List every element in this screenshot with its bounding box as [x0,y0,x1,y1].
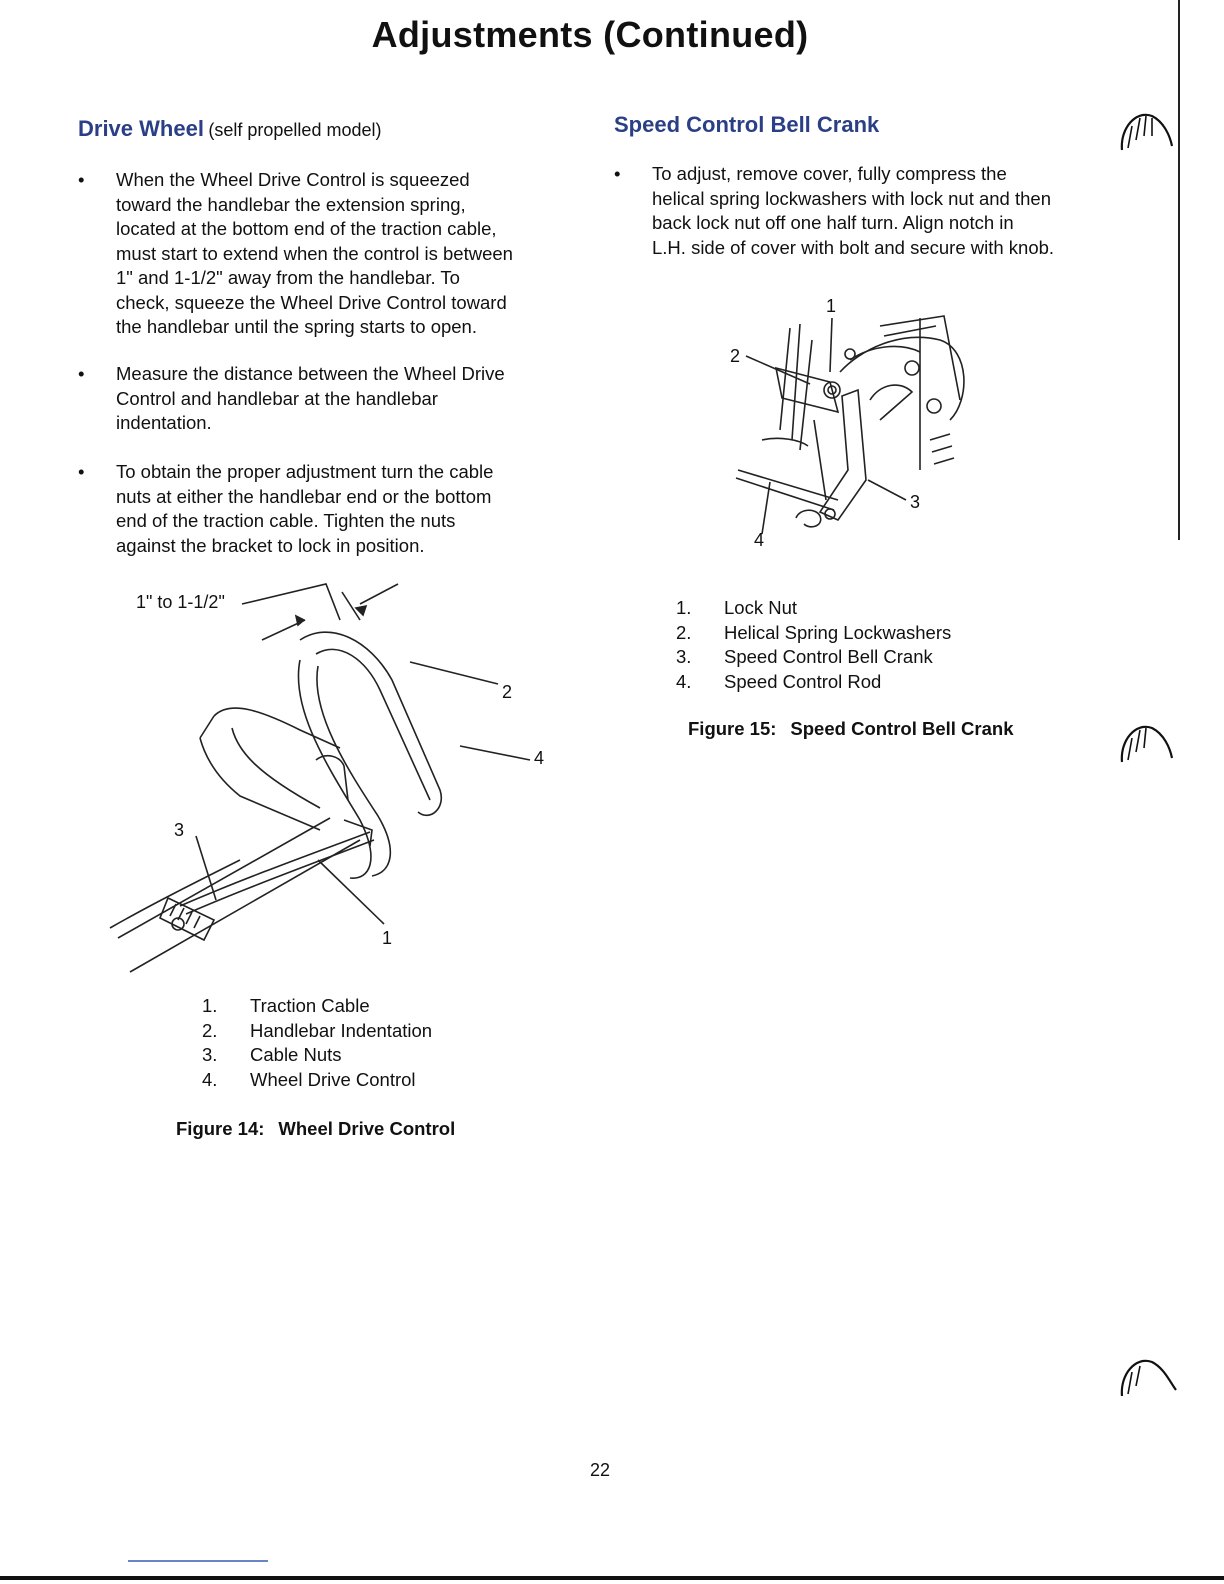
fig14-callout-2: 2 [502,682,513,702]
legend-text: Cable Nuts [250,1044,342,1065]
bullet-dot: • [614,163,621,184]
page-number: 22 [590,1460,611,1480]
measure-label: 1" to 1-1/2" [136,592,225,612]
bottom-stub-rule [128,1560,268,1562]
text-line: must start to extend when the control is between [116,242,513,264]
fig15-callout-2: 2 [730,346,741,366]
fig14-callout-1: 1 [382,928,393,948]
text-line: against the bracket to lock in position. [116,534,425,556]
caption-text: Speed Control Bell Crank [790,718,1014,739]
fig14-callout-3: 3 [174,820,185,840]
text-line: the handlebar until the spring starts to open. [116,316,477,337]
text-line: located at the bottom end of the traction cable, [116,218,497,239]
legend-num: 3. [676,646,692,667]
legend-num: 3. [202,1044,218,1065]
legend-text: Handlebar Indentation [250,1019,433,1041]
legend-num: 2. [202,1019,218,1041]
legend-text: Speed Control Bell Crank [724,646,933,667]
text-line: To adjust, remove cover, fully compress the [652,163,1007,184]
text-line: toward the handlebar the extension spring, [116,193,466,215]
legend-text: Speed Control Rod [724,670,882,692]
legend-num: 1. [202,995,218,1016]
page-edge-rule [1178,0,1180,540]
bottom-rule [0,1576,1224,1580]
text-line: 1" and 1-1/2" away from the handlebar. To [116,267,460,288]
text-line: Control and handlebar at the handlebar [116,387,438,409]
binder-hole-mark-icon [1122,1361,1176,1396]
caption-label: Figure 14: [176,1118,265,1139]
section-subheading: (self propelled model) [208,120,382,140]
legend-text: Wheel Drive Control [250,1068,416,1090]
text-line: end of the traction cable. Tighten the nuts [116,510,456,531]
legend-text: Traction Cable [250,995,370,1016]
text-line: Measure the distance between the Wheel Drive [116,363,505,384]
section-heading-drive-wheel: Drive Wheel [78,116,204,141]
text-line: When the Wheel Drive Control is squeezed [116,169,470,190]
legend-num: 4. [202,1068,218,1090]
fig14-callout-4: 4 [534,748,545,768]
text-line: check, squeeze the Wheel Drive Control toward [116,291,507,313]
fig15-callout-1: 1 [826,296,837,316]
legend-num: 4. [676,670,692,692]
text-line: helical spring lockwashers with lock nut and then [652,187,1051,209]
legend-text: Lock Nut [724,597,798,618]
text-line: indentation. [116,412,212,433]
page-title: Adjustments (Continued) [371,14,809,55]
fig15-callout-3: 3 [910,492,921,512]
legend-text: Helical Spring Lockwashers [724,621,952,643]
caption-text: Wheel Drive Control [278,1118,456,1139]
text-line: L.H. side of cover with bolt and secure with knob. [652,236,1055,258]
fig15-callout-4: 4 [754,530,765,550]
text-line: back lock nut off one half turn. Align notch in [652,212,1014,233]
text-line: nuts at either the handlebar end or the bottom [116,485,492,507]
bullet-dot: • [78,461,85,482]
caption-label: Figure 15: [688,718,777,739]
bullet-dot: • [78,169,85,190]
text-line: To obtain the proper adjustment turn the cable [116,461,494,482]
bullet-dot: • [78,363,85,384]
legend-num: 1. [676,597,692,618]
legend-num: 2. [676,621,692,643]
section-heading-speed-control: Speed Control Bell Crank [614,112,880,137]
